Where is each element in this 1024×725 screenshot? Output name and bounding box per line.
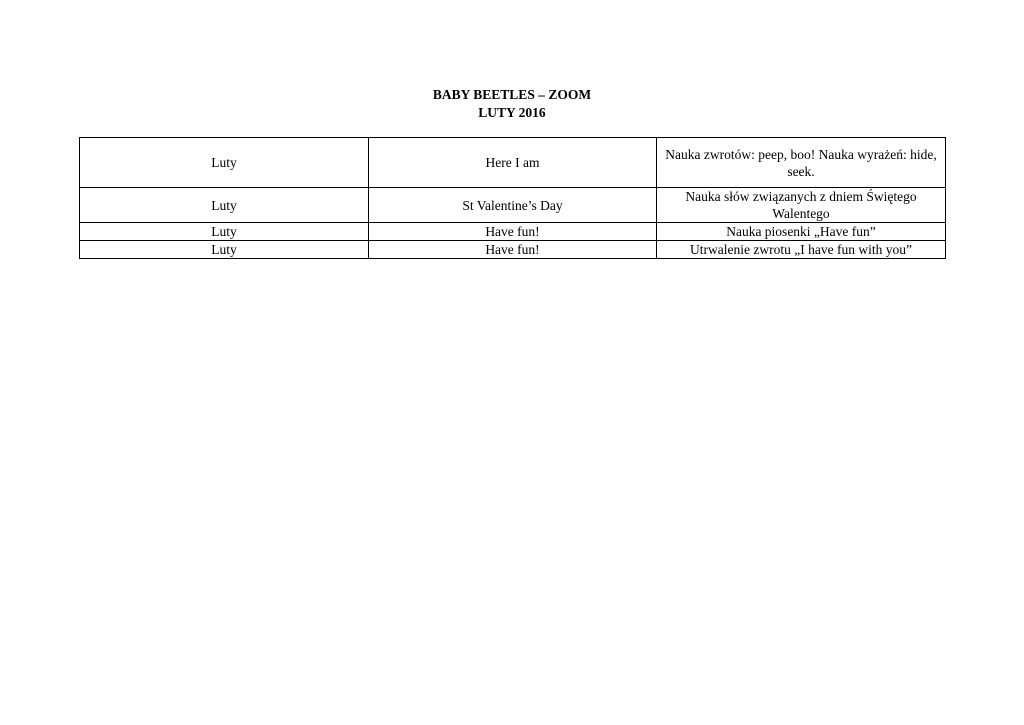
topic-cell: Have fun! [369,223,657,241]
month-cell: Luty [80,138,369,188]
month-cell: Luty [80,188,369,223]
topic-cell: St Valentine’s Day [369,188,657,223]
month-cell: Luty [80,223,369,241]
document-subtitle: LUTY 2016 [478,105,546,120]
lesson-plan-table [79,137,946,259]
document-title: BABY BEETLES – ZOOM [432,87,592,102]
table-row [80,138,946,188]
table-row [80,241,946,259]
activity-cell: Nauka piosenki „Have fun” [657,223,946,241]
topic-cell: Have fun! [369,241,657,259]
document-header [0,86,1024,122]
activity-cell: Nauka słów związanych z dniem Świętego Walentego [657,188,946,223]
table-row [80,188,946,223]
topic-cell: Here I am [369,138,657,188]
activity-cell: Utrwalenie zwrotu „I have fun with you” [657,241,946,259]
activity-cell: Nauka zwrotów: peep, boo! Nauka wyrażeń: hide, seek. [657,138,946,188]
month-cell: Luty [80,241,369,259]
table-row [80,223,946,241]
